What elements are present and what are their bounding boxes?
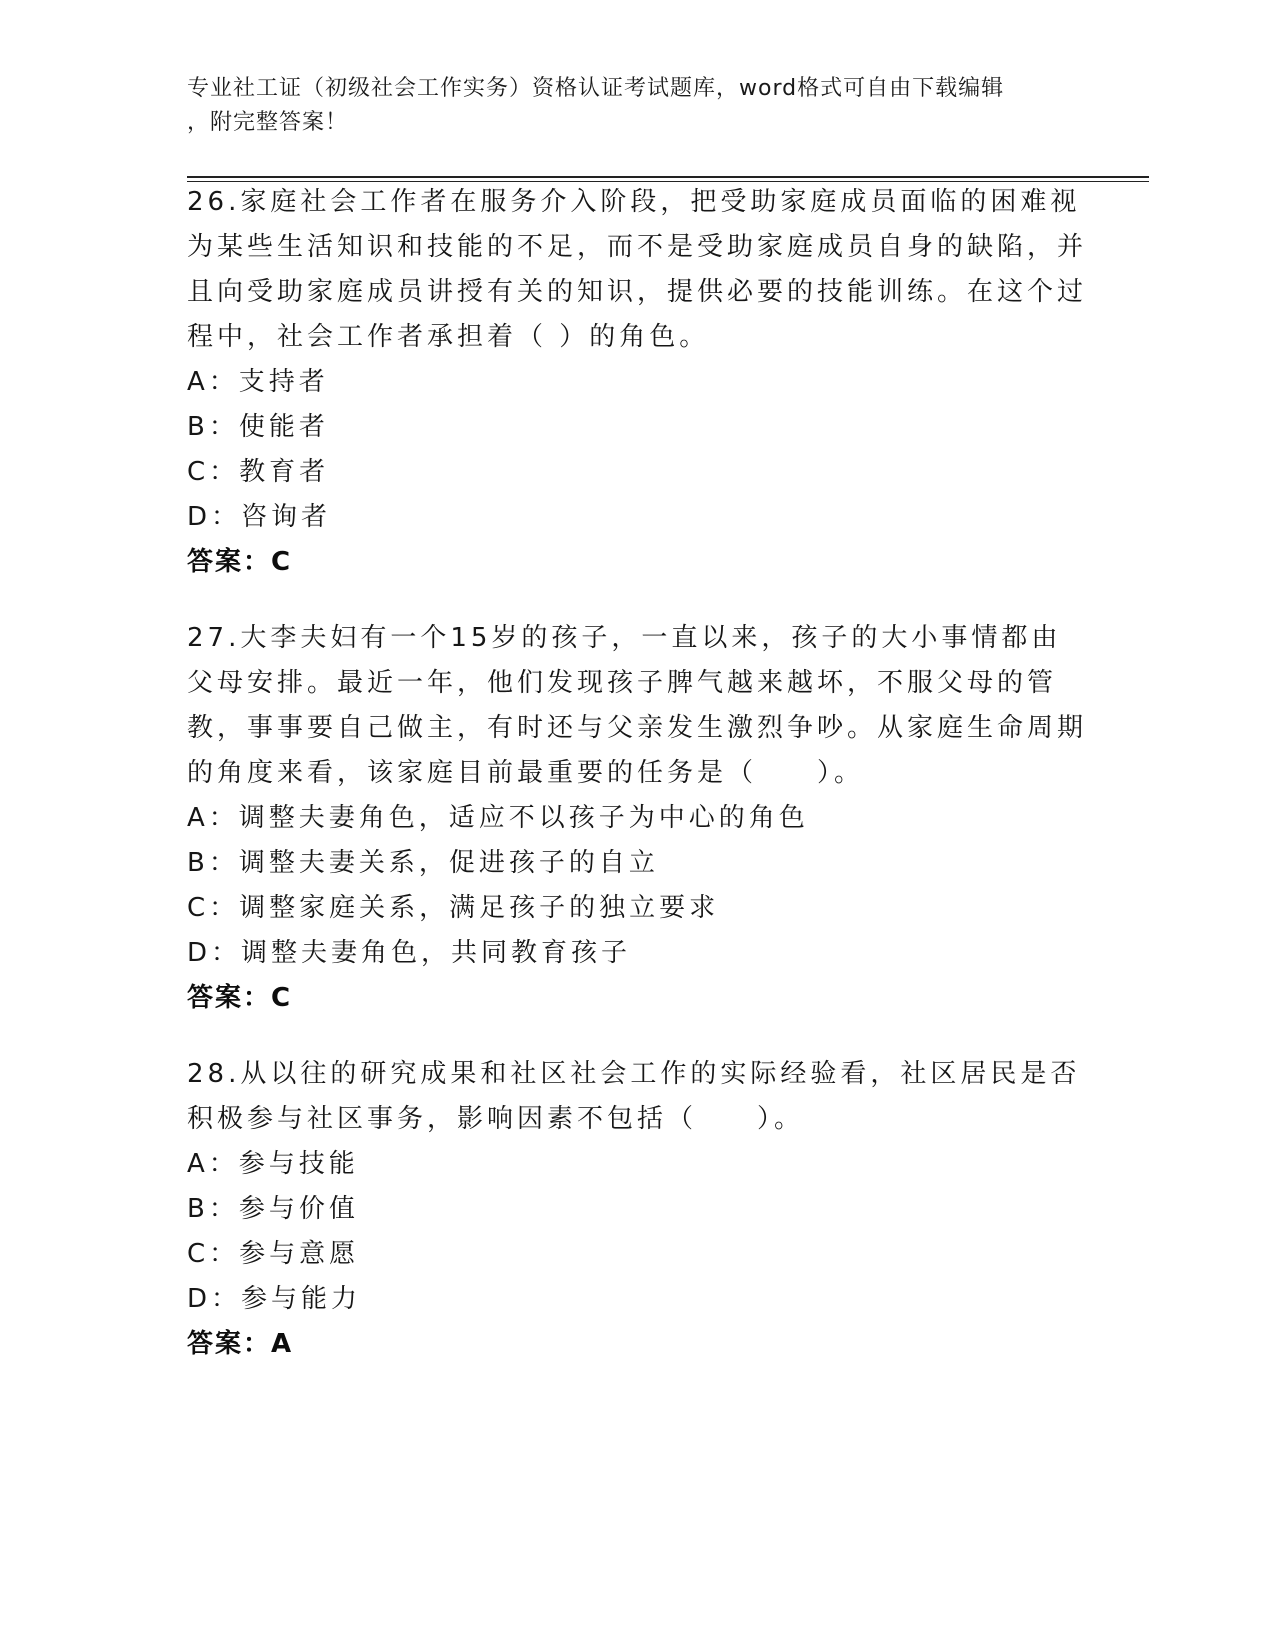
answer-value: C [271,547,293,577]
answer-label: 答案： [187,1329,272,1359]
question-stem: 28.从以往的研究成果和社区社会工作的实际经验看，社区居民是否积极参与社区事务，影响因素不包括（ ）。 [187,1059,1081,1134]
option-a: A：支持者 [187,367,329,397]
option-b: B：参与价值 [187,1194,359,1224]
header-divider-thick [187,176,1149,178]
option-c: C：参与意愿 [187,1239,360,1269]
answer-value: C [271,983,293,1013]
answer-line [187,976,1087,1021]
option-d: D：咨询者 [187,502,332,532]
option-b: B：调整夫妻关系，促进孩子的自立 [187,848,659,878]
option-c: C：调整家庭关系，满足孩子的独立要求 [187,893,720,923]
question-28 [187,1052,1087,1367]
answer-label: 答案： [187,547,272,577]
option-c: C：教育者 [187,457,330,487]
option-a: A：参与技能 [187,1149,359,1179]
question-26 [187,180,1087,585]
answer-line [187,1322,1087,1367]
document-header [187,72,1087,140]
header-line-1: 专业社工证（初级社会工作实务）资格认证考试题库，word格式可自由下载编辑 [187,76,1005,101]
option-d: D：参与能力 [187,1284,362,1314]
answer-label: 答案： [187,983,272,1013]
question-stem: 27.大李夫妇有一个15岁的孩子，一直以来，孩子的大小事情都由父母安排。最近一年，他们发现孩子脾气越来越坏，不服父母的管教，事事要自己做主，有时还与父亲发生激烈争吵。从家庭生命周期的角度来看，该家庭目前最重要的任务是（ ）。 [187,623,1088,788]
question-stem: 26.家庭社会工作者在服务介入阶段，把受助家庭成员面临的困难视为某些生活知识和技能的不足，而不是受助家庭成员自身的缺陷，并且向受助家庭成员讲授有关的知识，提供必要的技能训练。在这个过程中，社会工作者承担着（ ）的角色。 [187,187,1088,352]
option-b: B：使能者 [187,412,329,442]
option-a: A：调整夫妻角色，适应不以孩子为中心的角色 [187,803,809,833]
answer-line [187,540,1087,585]
option-d: D：调整夫妻角色，共同教育孩子 [187,938,632,968]
question-27 [187,616,1087,1021]
header-line-2: ，附完整答案！ [187,110,349,135]
answer-value: A [271,1329,294,1359]
